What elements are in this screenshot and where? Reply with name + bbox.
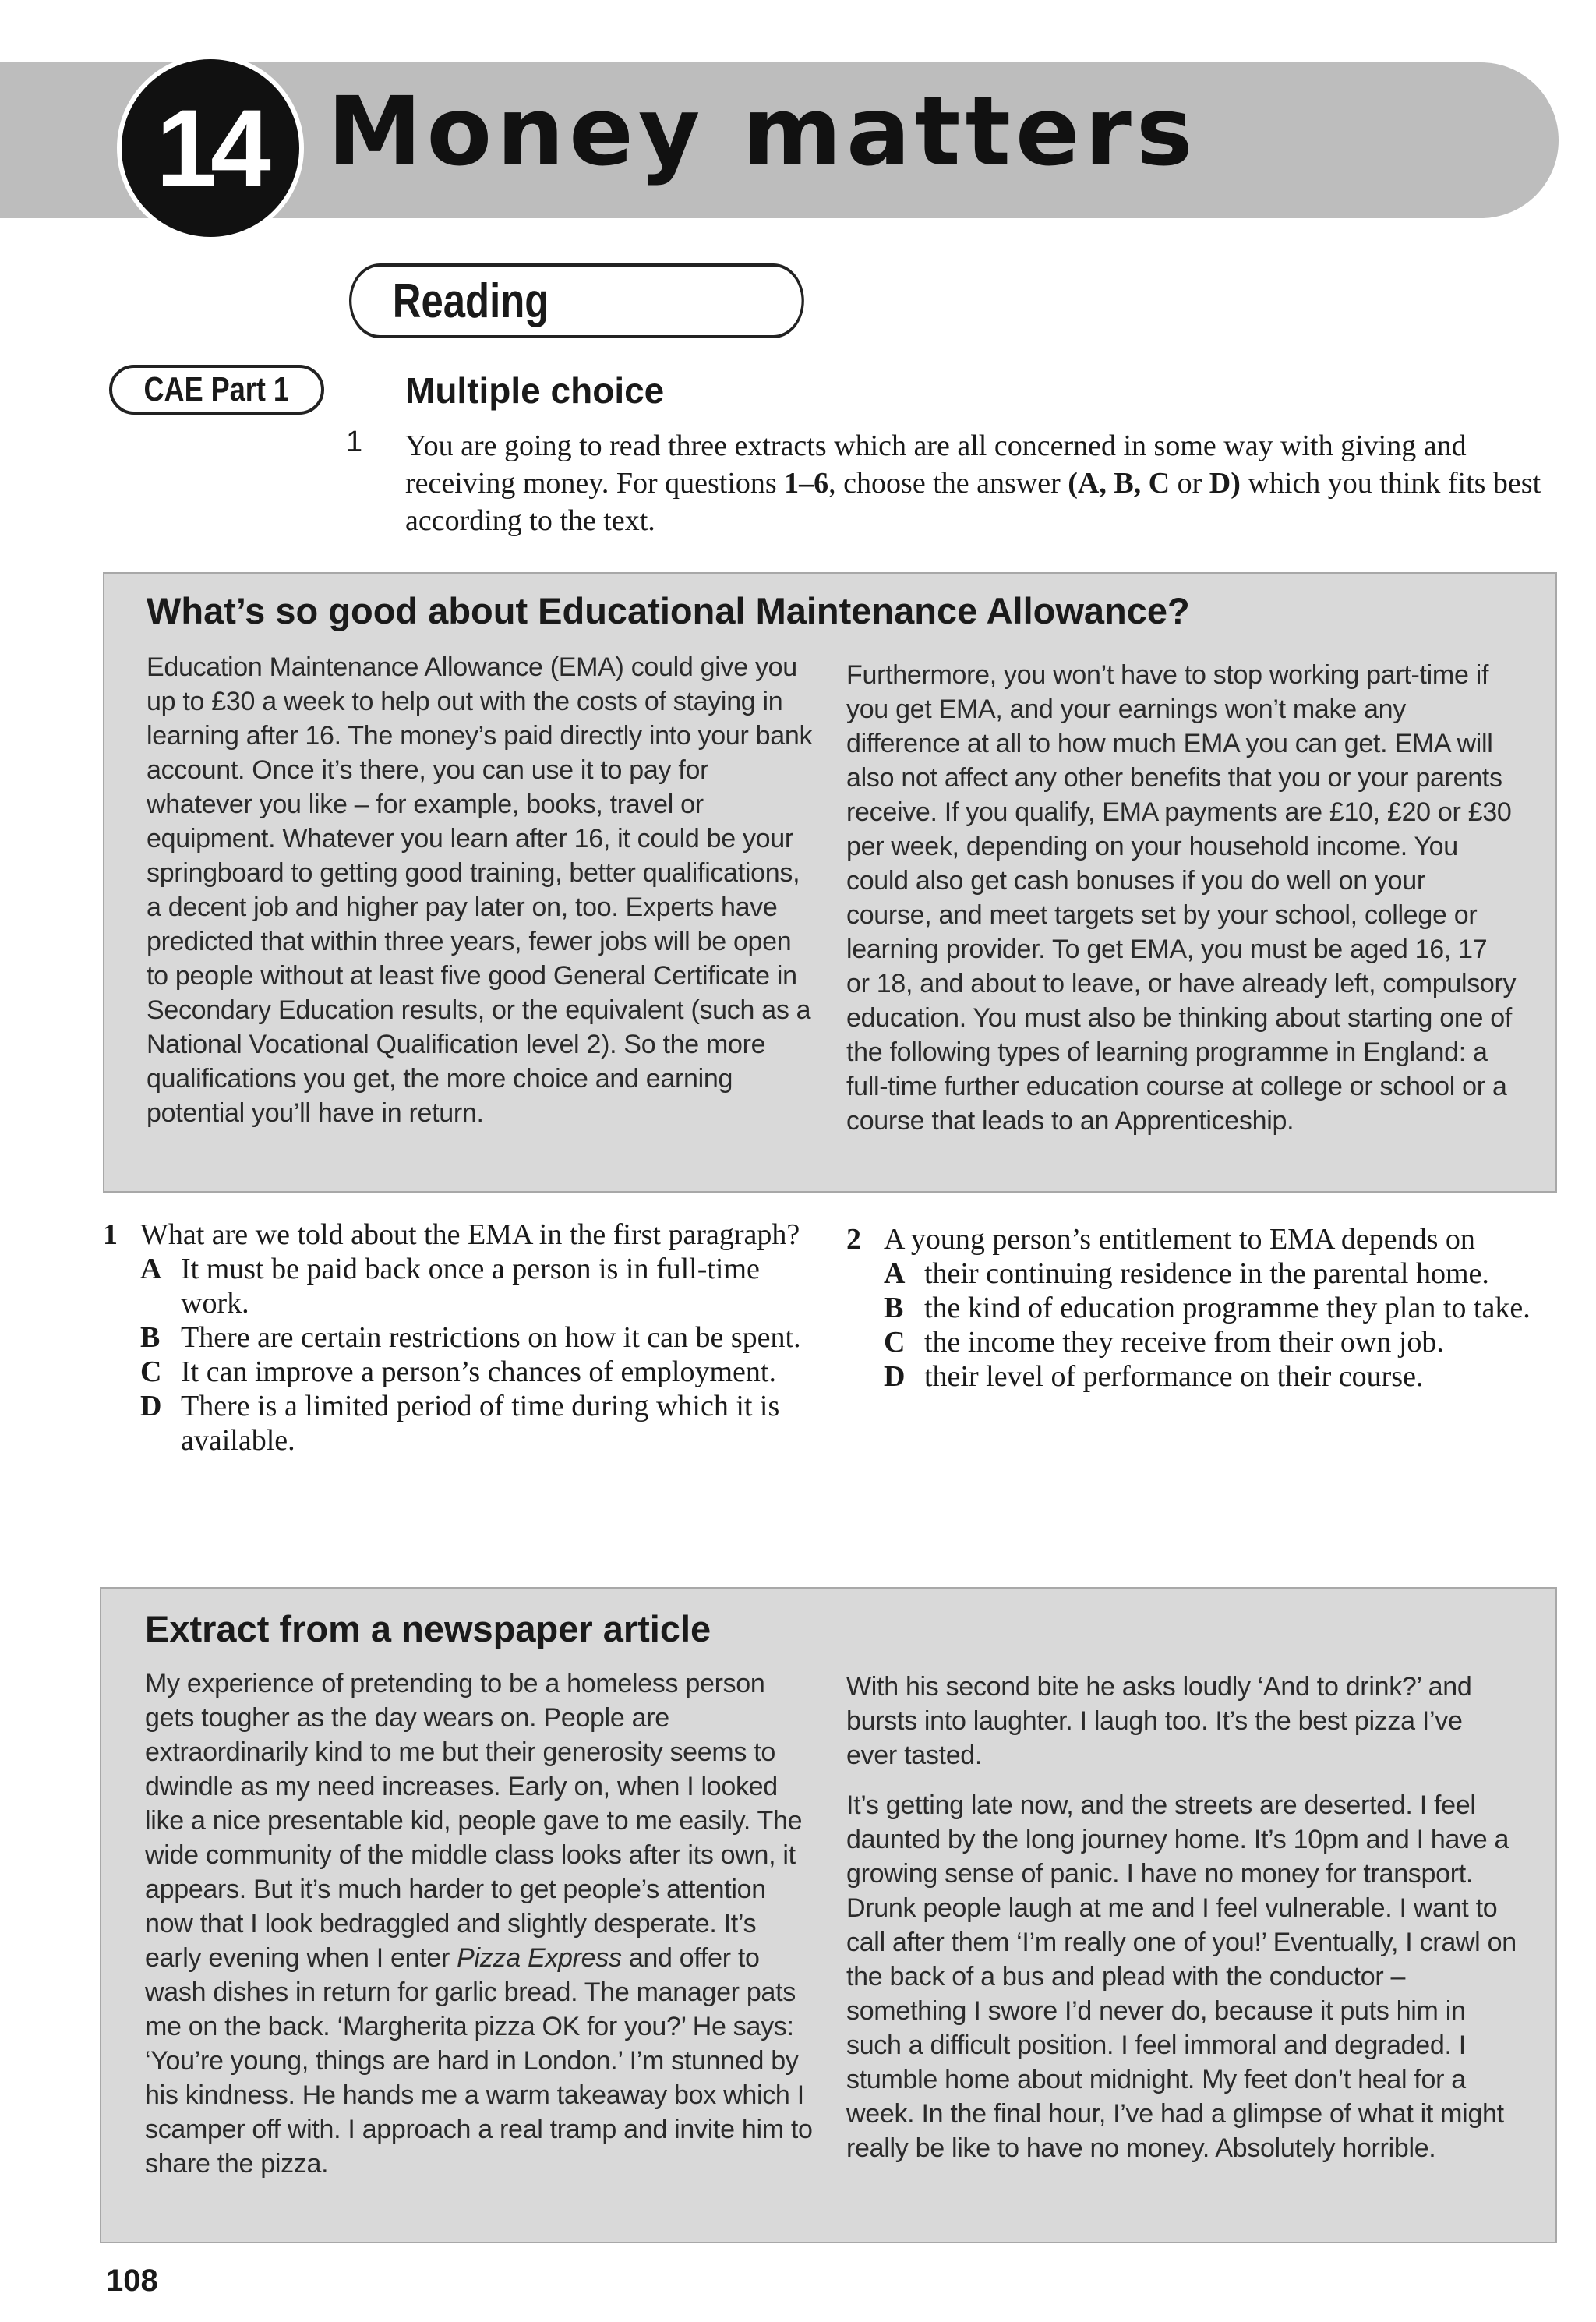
extract-2-left-column (145, 1666, 815, 2181)
extract-2-left-text (145, 1666, 815, 2181)
instructions (405, 427, 1543, 539)
task-heading: Multiple choice (405, 370, 665, 411)
instructions-range: 1–6 (784, 467, 829, 500)
instruction-number: 1 (346, 426, 363, 458)
instructions-last-option: D) (1209, 467, 1241, 500)
page-number: 108 (106, 2264, 158, 2298)
question-1-option-b[interactable] (140, 1320, 804, 1355)
extract-1-right-text: Furthermore, you won’t have to stop working part-time if you get EMA, and your earnings won’t make any difference at all to how much EMA you can get. EMA will also not affect any other benefits that you or your parents receive. If you qualify, EMA payments are £10, £20 or £30 per week, depending on your household income. You could also get cash bonuses if you do well on your course, and meet targets set by your school, college or learning provider. To get EMA, you must be aged 16, 17 or 18, and about to leave, or have already left, compulsory education. You must also be thinking about starting one of the following types of learning programme in England: a full-time further education course at college or school or a course that leads to an Apprenticeship. (846, 660, 1517, 1136)
question-1-stem: What are we told about the EMA in the first paragraph? (140, 1218, 800, 1251)
option-text: There is a limited period of time during which it is available. (181, 1390, 780, 1457)
question-2-option-d[interactable] (884, 1359, 1557, 1394)
exam-part-label (109, 365, 324, 415)
extract-2-right-paragraph-2: It’s getting late now, and the streets are deserted. I feel daunted by the long journey home. It’s 10pm and I have a growing sense of panic. I have no money for transport. Drunk people laugh at me and I feel vulnerable. I want to call after them ‘I’m really one of you!’ Eventually, I crawl on the back of a bus and plead with the conductor – something I swore I’d never do, because it puts him in such a difficult position. I feel immoral and degraded. I stumble home about midnight. My feet don’t heal for a week. In the final hour, I’ve had a glimpse of what it might really be like to have no money. Absolutely horrible. (846, 1790, 1517, 2163)
extract-2-italic-name: Pizza Express (457, 1943, 622, 1973)
instructions-text-4: which you think fits best according to the text. (405, 467, 1541, 537)
option-letter: D (884, 1360, 906, 1393)
option-letter: A (884, 1257, 906, 1290)
option-letter: D (140, 1390, 162, 1423)
extract-2-title: Extract from a newspaper article (145, 1608, 711, 1649)
option-letter: C (140, 1355, 162, 1388)
extract-2-right-column (846, 1670, 1517, 2165)
extract-1-left-column (147, 650, 817, 1130)
extract-1-right-column (846, 658, 1517, 1138)
option-text: the kind of education programme they plan to take. (924, 1292, 1531, 1324)
question-1 (103, 1218, 804, 1458)
question-1-option-a[interactable] (140, 1252, 804, 1320)
unit-title: Money matters (327, 76, 1198, 187)
question-2-option-a[interactable] (884, 1256, 1557, 1291)
exam-part-text: CAE Part 1 (143, 370, 290, 408)
option-letter: A (140, 1253, 162, 1285)
question-2-stem: A young person’s entitlement to EMA depends on (884, 1223, 1475, 1256)
instructions-text-3: or (1170, 467, 1209, 500)
question-2-option-c[interactable] (884, 1325, 1557, 1359)
unit-number-badge: 14 (117, 55, 304, 242)
instructions-text-2: , choose the answer (828, 467, 1068, 500)
question-2-option-b[interactable] (884, 1291, 1557, 1325)
extract-1-left-text: Education Maintenance Allowance (EMA) could give you up to £30 a week to help out with the costs of staying in learning after 16. The money’s paid directly into your bank account. Once it’s there, you can use it to pay for whatever you like – for example, books, travel or equipment. Whatever you learn after 16, it could be your springboard to getting good training, better qualifications, a decent job and higher pay later on, too. Experts have predicted that within three years, fewer jobs will be open to people without at least five good General Certificate in Secondary Education results, or the equivalent (such as a National Vocational Qualification level 2). So the more qualifications you get, the more choice and earning potential you’ll have in return. (147, 652, 813, 1128)
question-1-option-c[interactable] (140, 1355, 804, 1389)
option-text: their continuing residence in the parental home. (924, 1257, 1489, 1290)
option-text: the income they receive from their own job. (924, 1326, 1444, 1359)
question-2-number: 2 (846, 1223, 861, 1256)
option-text: There are certain restrictions on how it can be spent. (181, 1321, 801, 1354)
option-letter: C (884, 1326, 906, 1359)
option-letter: B (140, 1321, 161, 1354)
option-text: It can improve a person’s chances of employment. (181, 1355, 776, 1388)
extract-1-title: What’s so good about Educational Maintenance Allowance? (147, 590, 1190, 631)
instructions-text-1: You are going to read three extracts which are all concerned in some way with giving and receiving money. For questions (405, 429, 1467, 500)
option-text: their level of performance on their course. (924, 1360, 1424, 1393)
question-1-number: 1 (103, 1218, 118, 1251)
question-1-option-d[interactable] (140, 1389, 804, 1458)
extract-2-left-text-a: My experience of pretending to be a homeless person gets tougher as the day wears on. People are extraordinarily kind to me but their generosity seems to dwindle as my need increases. Early on, when I looked like a nice presentable kid, people gave to me easily. The wide community of the middle class looks after its own, it appears. But it’s much harder to get people’s attention now that I look bedraggled and slightly desperate. It’s early evening when I enter (145, 1669, 803, 1973)
instructions-options: (A, B, C (1068, 467, 1171, 500)
extract-2-left-text-b: and offer to wash dishes in return for garlic bread. The manager pats me on the back. ‘Margherita pizza OK for you?’ He says: ‘You’re young, things are hard in London.’ I’m stunned by his kindness. He hands me a warm takeaway box which I scamper off with. I approach a real tramp and invite him to share the pizza. (145, 1943, 813, 2179)
option-letter: B (884, 1292, 904, 1324)
section-label-reading: Reading (349, 263, 804, 338)
extract-2-right-paragraph-1: With his second bite he asks loudly ‘And to drink?’ and bursts into laughter. I laugh too. It’s the best pizza I’ve ever tasted. (846, 1672, 1472, 1770)
option-text: It must be paid back once a person is in full-time work. (181, 1253, 760, 1320)
question-2 (846, 1222, 1557, 1394)
